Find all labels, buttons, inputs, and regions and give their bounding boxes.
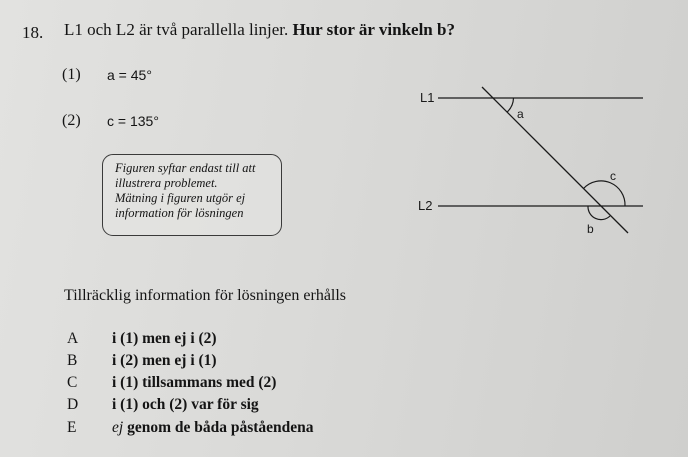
answer-prompt: Tillräcklig information för lösningen erhålls bbox=[64, 287, 347, 304]
option-b-text: i (2) men ej i (1) bbox=[112, 352, 217, 369]
question-text bbox=[64, 20, 455, 40]
statement-1-text: a = 45° bbox=[107, 67, 152, 83]
option-a-letter: A bbox=[67, 330, 79, 347]
option-a-text: i (1) men ej i (2) bbox=[112, 330, 217, 347]
label-l2: L2 bbox=[418, 198, 433, 213]
figure-disclaimer-box bbox=[102, 154, 282, 236]
option-e-italic: ej bbox=[112, 419, 124, 436]
angle-b-arc bbox=[588, 206, 610, 220]
option-d-text: i (1) och (2) var för sig bbox=[112, 396, 259, 413]
note-line: Figuren syftar endast till att bbox=[115, 161, 256, 175]
option-e-rest: genom de båda påståendena bbox=[123, 419, 314, 436]
label-angle-a: a bbox=[517, 107, 524, 121]
transversal-line bbox=[482, 87, 628, 233]
note-line: illustrera problemet. bbox=[115, 176, 218, 190]
option-b-letter: B bbox=[67, 352, 78, 369]
label-l1: L1 bbox=[420, 90, 435, 105]
parallel-lines-figure bbox=[400, 80, 670, 245]
option-e-text bbox=[112, 419, 314, 437]
statement-2-number: (2) bbox=[62, 112, 81, 129]
option-c-letter: C bbox=[67, 374, 78, 391]
statement-2-text: c = 135° bbox=[107, 113, 159, 129]
question-number: 18. bbox=[22, 23, 44, 42]
statement-1-number: (1) bbox=[62, 66, 81, 83]
question-text-bold: Hur stor är vinkeln b? bbox=[292, 20, 455, 39]
note-line: information för lösningen bbox=[115, 206, 244, 220]
angle-c-arc bbox=[583, 181, 625, 206]
label-angle-b: b bbox=[587, 222, 594, 236]
note-line: Mätning i figuren utgör ej bbox=[115, 191, 246, 205]
option-c-text: i (1) tillsammans med (2) bbox=[112, 374, 277, 391]
option-d-letter: D bbox=[67, 396, 79, 413]
question-text-regular: L1 och L2 är två parallella linjer. bbox=[64, 20, 293, 39]
option-e-letter: E bbox=[67, 419, 77, 436]
label-angle-c: c bbox=[610, 169, 616, 183]
angle-a-arc bbox=[507, 98, 513, 112]
